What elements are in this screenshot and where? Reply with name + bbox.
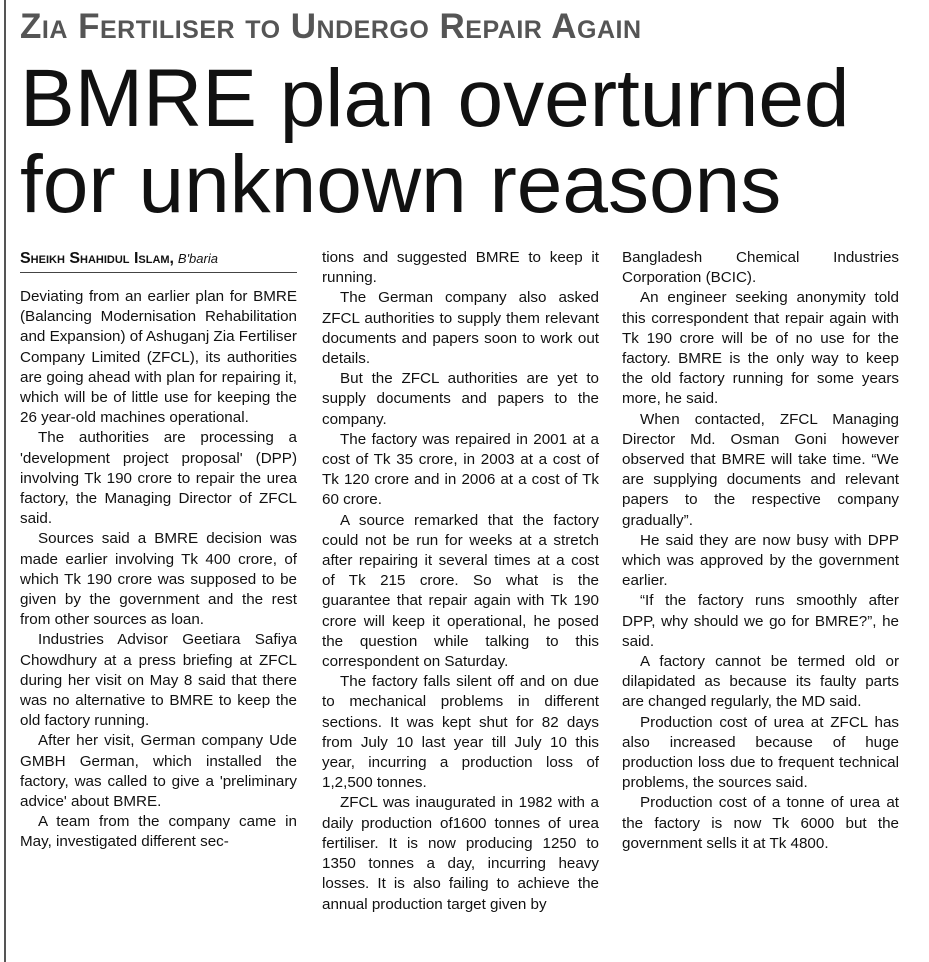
paragraph: He said they are now busy with DPP which was approved by the government earlier. [622,531,899,590]
article-column-3 [622,248,899,854]
paragraph: Industries Advisor Geetiara Safiya Chowdhury at a press briefing at ZFCL during her visit on May 8 said that there was no alternative to BMRE to keep the old factory running. [20,631,297,730]
paragraph: “If the factory runs smoothly after DPP, why should we go for BMRE?”, he said. [622,592,899,650]
paragraph: But the ZFCL authorities are yet to supply documents and papers to the company. [322,370,599,428]
paragraph: Production cost of a tonne of urea at the factory is now Tk 6000 but the government sells it at Tk 4800. [622,794,899,852]
paragraph: ZFCL was inaugurated in 1982 with a daily production of1600 tonnes of urea fertiliser. It is now producing 1250 to 1350 tonnes a day, incurring heavy losses. It is also failing to achieve the annual production target given by [322,794,599,913]
paragraph: The authorities are processing a 'development project proposal' (DPP) involving Tk 190 crore to repair the urea factory, the Managing Director of ZFCL said. [20,429,297,528]
article-column-1 [20,287,297,853]
paragraph: The factory falls silent off and on due to mechanical problems in different sections. It was kept shut for 82 days from July 10 last year till July 10 this year, incurring a production loss of 1,2,500 tonnes. [322,673,599,792]
article-column-2 [322,248,599,915]
paragraph: The German company also asked ZFCL authorities to supply them relevant documents and papers soon to work out details. [322,289,599,368]
paragraph: Sources said a BMRE decision was made earlier involving Tk 400 crore, of which Tk 190 crore was supposed to be given by the government and the rest from other sources as loan. [20,530,297,629]
paragraph: After her visit, German company Ude GMBH German, which installed the factory, was called to give a 'preliminary advice' about BMRE. [20,732,297,811]
paragraph: When contacted, ZFCL Managing Director Md. Osman Goni however observed that BMRE will take time. “We are supplying documents and relevant papers to the respective company gradually”. [622,410,899,529]
byline-location: B'baria [177,251,218,266]
byline [20,250,297,273]
column-rule [4,0,6,962]
paragraph: Deviating from an earlier plan for BMRE (Balancing Modernisation Rehabilitation and Expansion) of Ashuganj Zia Fertiliser Company Limited (ZFCL), its authorities are going ahead with plan for repairing it, which will be of little use for keeping the 26 year-old machines operational. [20,288,297,427]
paragraph: Production cost of urea at ZFCL has also increased because of huge production loss due to frequent technical problems, the sources said. [622,713,899,792]
paragraph: tions and suggested BMRE to keep it running. [322,249,599,287]
main-headline: BMRE plan overturned for unknown reasons [20,53,850,230]
paragraph: Bangladesh Chemical Industries Corporation (BCIC). [622,249,899,287]
byline-author: Sheikh Shahidul Islam, [20,250,175,267]
paragraph: A team from the company came in May, investigated different sec- [20,813,297,851]
paragraph: A source remarked that the factory could not be run for weeks at a stretch after repairing it several times at a cost of Tk 215 crore. So what is the guarantee that repair again with Tk 190 crore will keep it operational, he posed the question while talking to this correspondent on Saturday. [322,511,599,671]
paragraph: The factory was repaired in 2001 at a cost of Tk 35 crore, in 2003 at a cost of Tk 120 crore and in 2006 at a cost of Tk 60 crore. [322,430,599,509]
paragraph: A factory cannot be termed old or dilapidated as because its faulty parts are changed regularly, the MD said. [622,653,899,711]
paragraph: An engineer seeking anonymity told this correspondent that repair again with Tk 190 crore will be of no use for the factory. BMRE is the only way to keep the old factory running for some years more, he said. [622,289,899,408]
kicker-headline: Zia Fertiliser to Undergo Repair Again [20,7,642,46]
